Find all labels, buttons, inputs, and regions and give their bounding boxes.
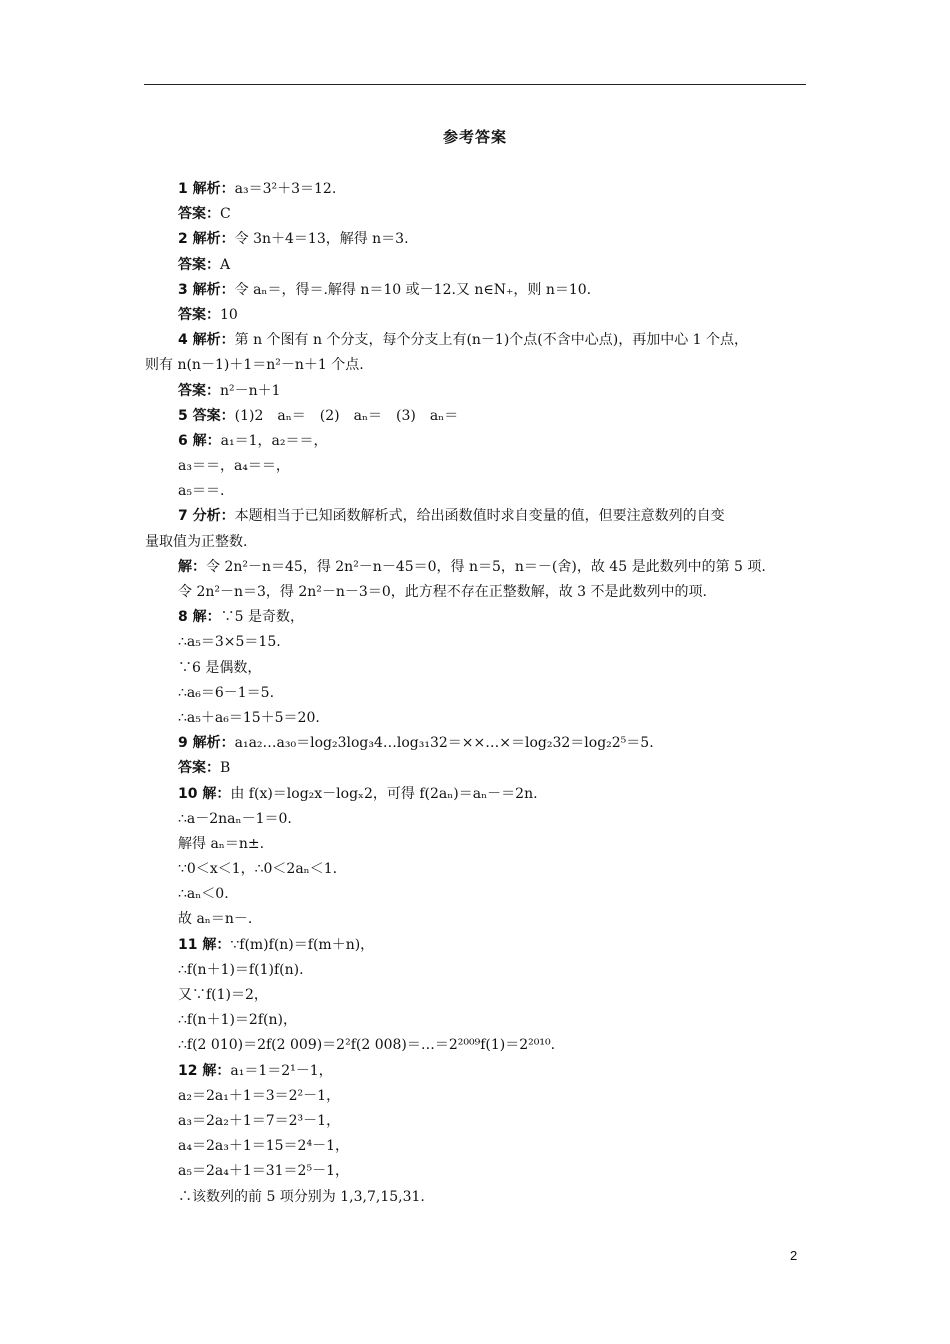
answer-line: [145, 907, 808, 932]
answer-text: a₂＝2a₁＋1＝3＝2²－1，: [178, 1087, 341, 1104]
answer-text: 则有 n(n－1)＋1＝n²－n＋1 个点.: [145, 357, 364, 374]
answer-line: [145, 933, 808, 958]
answer-line: [145, 1033, 808, 1058]
answer-line: [145, 379, 808, 404]
answer-text: ∴a₆＝6－1＝5.: [178, 684, 275, 701]
answer-line: [145, 278, 808, 303]
answer-label: 答案：: [178, 256, 220, 273]
answer-line: [145, 530, 808, 555]
answer-text: 本题相当于已知函数解析式，给出函数值时求自变量的值，但要注意数列的自变: [234, 508, 725, 525]
answer-text: a₄＝2a₃＋1＝15＝2⁴－1，: [178, 1138, 349, 1155]
answer-text: ∴a－2naₙ－1＝0.: [178, 810, 292, 827]
answer-text: A: [220, 256, 231, 273]
answer-line: [145, 731, 808, 756]
answer-line: [145, 782, 808, 807]
answer-text: ∴a₅＝3×5＝15.: [178, 634, 281, 651]
answer-line: [145, 656, 808, 681]
answer-line: [145, 605, 808, 630]
answer-line: [145, 454, 808, 479]
answer-text: 量取值为正整数.: [145, 533, 248, 550]
answer-line: [145, 1008, 808, 1033]
answer-text: a₃＝3²＋3＝12.: [234, 181, 337, 197]
answer-text: a₅＝＝.: [178, 483, 225, 500]
answer-text: 令 2n²－n＝3，得 2n²－n－3＝0，此方程不存在正整数解，故 3 不是此数列中的项.: [178, 584, 707, 600]
answer-text: 10: [220, 306, 238, 323]
answer-line: [145, 756, 808, 781]
answer-line: [145, 958, 808, 983]
answer-line: [145, 1084, 808, 1109]
answer-text: 故 aₙ＝n－.: [178, 911, 253, 928]
answer-line: [145, 227, 808, 252]
answer-line: [145, 328, 808, 353]
answer-label: 答案：: [178, 206, 220, 223]
answer-text: a₁＝1，a₂＝＝，: [220, 432, 328, 449]
answer-text: B: [220, 760, 231, 777]
answer-line: [145, 832, 808, 857]
answer-line: [145, 807, 808, 832]
answer-text: ∴aₙ＜0.: [178, 886, 229, 903]
answer-line: [145, 882, 808, 907]
answer-text: 第 n 个图有 n 个分支，每个分支上有(n－1)个点(不含中心点)，再加中心 1 个点，: [234, 332, 749, 349]
answer-line: [145, 202, 808, 227]
answer-text: n²－n＋1: [220, 382, 281, 399]
answer-text: a₃＝＝，a₄＝＝，: [178, 458, 290, 475]
answer-text: ∴f(2 010)＝2f(2 009)＝2²f(2 008)＝…＝2²⁰⁰⁹f(1)＝2²⁰¹⁰.: [178, 1037, 556, 1054]
answer-line: [145, 706, 808, 731]
answer-line: [145, 1109, 808, 1134]
answer-line: [145, 1134, 808, 1159]
answer-text: a₁a₂…a₃₀＝log₂3log₃4…log₃₁32＝××…×＝log₂32＝log₂2⁵＝5.: [234, 735, 654, 752]
answer-label: 1 解析：: [178, 181, 235, 197]
answer-line: [145, 1185, 808, 1210]
answer-line: [145, 1059, 808, 1084]
answer-line: [145, 177, 808, 202]
answer-label: 5 答案：: [178, 407, 235, 424]
answer-line: [145, 580, 808, 605]
answer-label: 11 解：: [178, 936, 231, 953]
answer-text: (1)2 aₙ＝ (2) aₙ＝ (3) aₙ＝: [234, 407, 459, 424]
answer-label: 8 解：: [178, 609, 221, 626]
answer-line: [145, 404, 808, 429]
answer-label: 3 解析：: [178, 281, 235, 298]
header-rule: [144, 84, 806, 85]
answer-line: [145, 429, 808, 454]
answer-content: [145, 177, 808, 1210]
answer-text: 令 2n²－n＝45，得 2n²－n－45＝0，得 n＝5，n＝－(舍)，故 45 是此数列中的第 5 项.: [206, 558, 766, 575]
answer-text: ∴a₅＋a₆＝15＋5＝20.: [178, 709, 320, 726]
answer-text: ∵f(m)f(n)＝f(m＋n)，: [230, 936, 375, 953]
answer-text: ∴该数列的前 5 项分别为 1,3,7,15,31.: [178, 1188, 425, 1205]
answer-text: 由 f(x)＝log₂x－logₓ2，可得 f(2aₙ)＝aₙ－＝2n.: [230, 785, 538, 802]
answer-line: [145, 253, 808, 278]
answer-line: [145, 303, 808, 328]
answer-text: a₅＝2a₄＋1＝31＝2⁵－1，: [178, 1163, 349, 1180]
answer-label: 12 解：: [178, 1062, 231, 1079]
answer-label: 6 解：: [178, 432, 221, 449]
answer-text: 令 3n＋4＝13，解得 n＝3.: [234, 231, 409, 248]
answer-line: [145, 555, 808, 580]
answer-line: [145, 630, 808, 655]
answer-label: 答案：: [178, 306, 220, 323]
answer-label: 9 解析：: [178, 735, 235, 752]
answer-text: ∵5 是奇数，: [220, 609, 304, 626]
answer-line: [145, 1159, 808, 1184]
answer-text: C: [220, 206, 231, 223]
answer-text: ∴f(n＋1)＝2f(n)，: [178, 1012, 297, 1029]
answer-text: a₃＝2a₂＋1＝7＝2³－1，: [178, 1112, 341, 1129]
answer-line: [145, 983, 808, 1008]
answer-label: 4 解析：: [178, 332, 235, 349]
answer-text: 令 aₙ＝，得＝.解得 n＝10 或－12.又 n∈N₊，则 n＝10.: [234, 281, 592, 298]
answer-text: a₁＝1＝2¹－1，: [230, 1062, 333, 1079]
answer-label: 解：: [178, 558, 206, 575]
page-number: 2: [790, 1248, 798, 1263]
answer-line: [145, 681, 808, 706]
answer-line: [145, 857, 808, 882]
answer-line: [145, 504, 808, 529]
answer-label: 答案：: [178, 382, 220, 399]
answer-text: ∵0＜x＜1，∴0＜2aₙ＜1.: [178, 861, 338, 878]
answer-label: 答案：: [178, 760, 220, 777]
answer-line: [145, 479, 808, 504]
answer-text: 又∵f(1)＝2，: [178, 987, 268, 1003]
page-title: 参考答案: [442, 128, 507, 146]
answer-label: 10 解：: [178, 785, 231, 802]
answer-line: [145, 353, 808, 378]
answer-label: 7 分析：: [178, 508, 235, 525]
answer-text: ∴f(n＋1)＝f(1)f(n).: [178, 961, 304, 978]
answer-text: 解得 aₙ＝n±.: [178, 835, 265, 852]
answer-text: ∵6 是偶数，: [178, 659, 262, 676]
answer-label: 2 解析：: [178, 231, 235, 248]
